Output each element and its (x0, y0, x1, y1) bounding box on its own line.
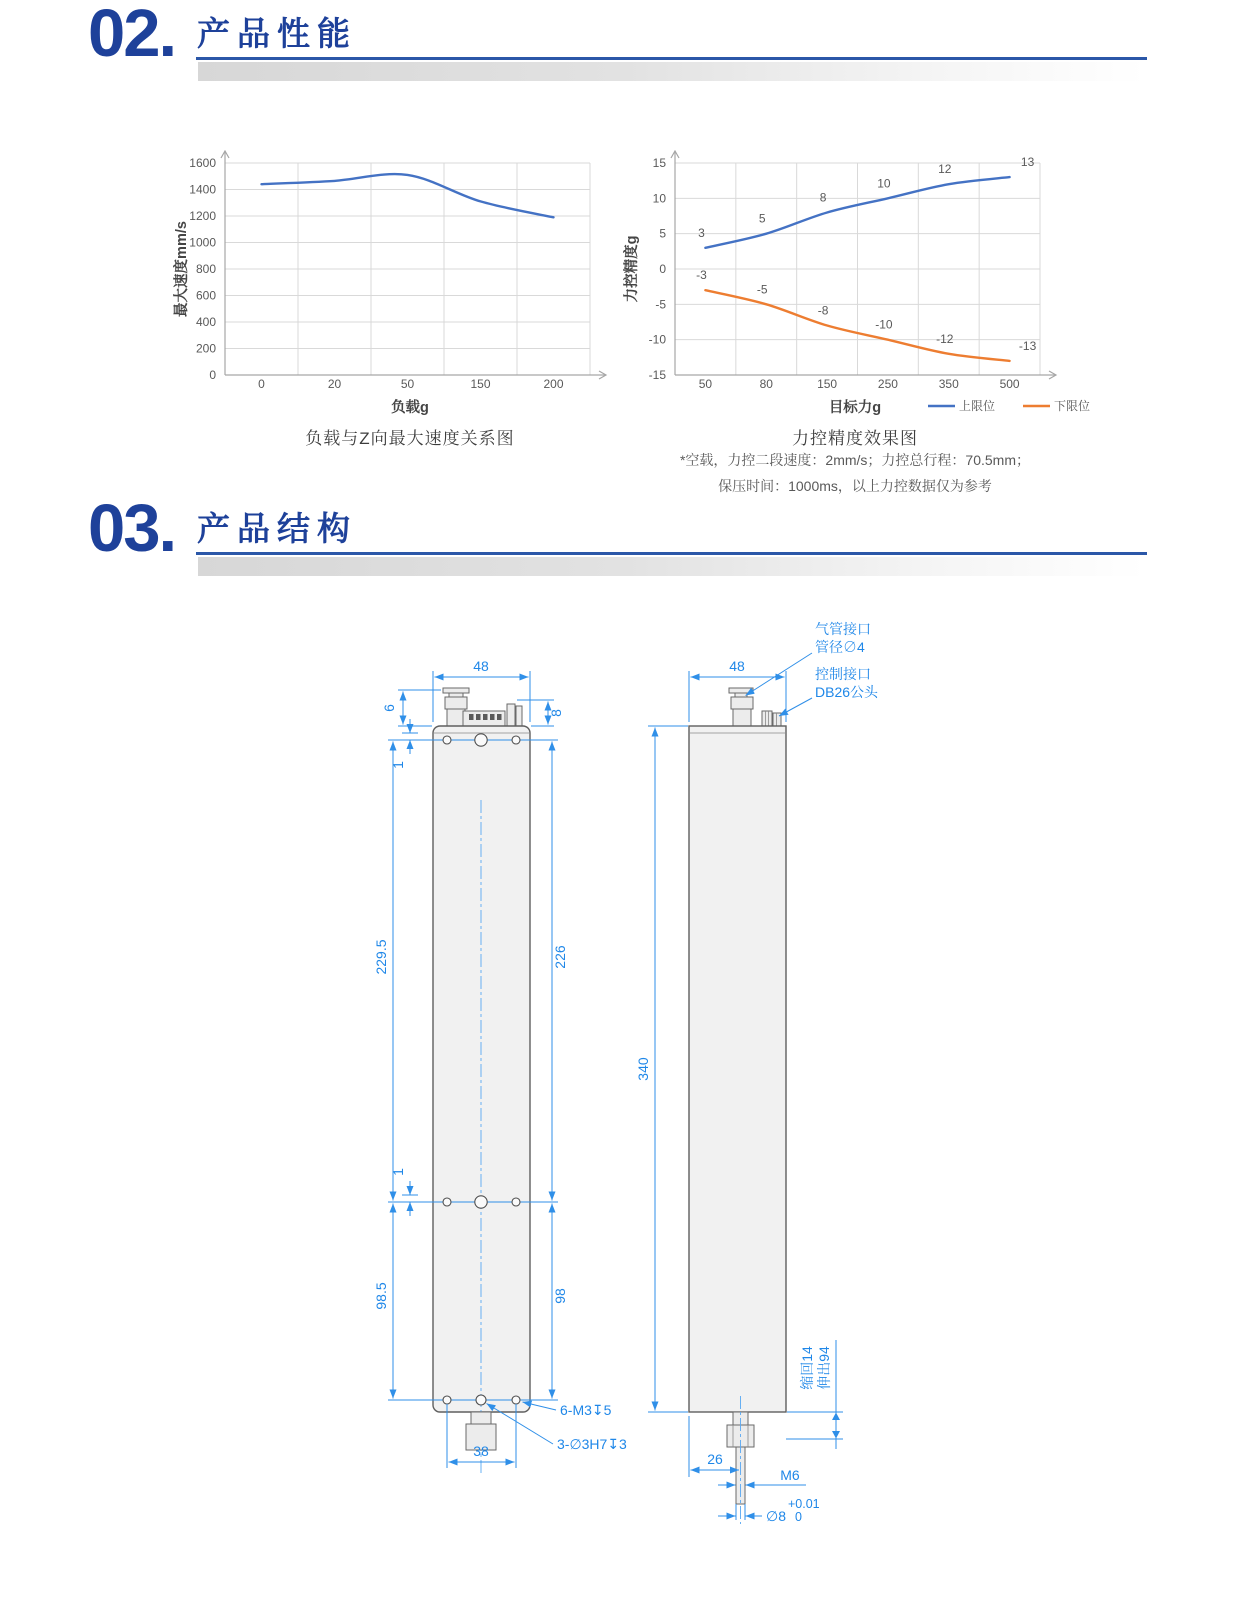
svg-text:150: 150 (817, 377, 838, 391)
thread-note: 6-M3↧5 (560, 1402, 612, 1418)
stroke-retract: 缩回14 (799, 1346, 815, 1390)
section-underline (196, 552, 1147, 555)
svg-text:5: 5 (659, 226, 666, 241)
dim-length-left: 229.5 (373, 939, 389, 975)
svg-text:上限位: 上限位 (959, 399, 996, 413)
svg-text:15: 15 (652, 156, 666, 170)
control-port-label-1: 控制接口 (815, 666, 871, 682)
svg-text:150: 150 (470, 377, 491, 391)
svg-text:500: 500 (999, 377, 1020, 391)
dim-length-right: 226 (552, 945, 568, 969)
svg-text:0: 0 (209, 368, 216, 382)
svg-text:250: 250 (877, 377, 898, 391)
body-side (689, 726, 786, 1412)
force-chart-note-2: 保压时间：1000ms，以上力控数据仅为参考 (718, 478, 992, 494)
shaft-diameter: ∅8 (766, 1508, 786, 1524)
svg-text:-5: -5 (756, 282, 768, 297)
dim-hole-offset-mid: 1 (390, 1168, 406, 1176)
tolerance-lower: 0 (795, 1510, 802, 1524)
svg-text:0: 0 (258, 377, 265, 391)
svg-text:3: 3 (698, 225, 705, 240)
section-title: 产品结构 (197, 510, 357, 547)
dim-height: 340 (635, 1057, 651, 1081)
svg-text:80: 80 (759, 377, 773, 391)
db26-connector (463, 704, 522, 726)
section-underline (196, 57, 1147, 60)
dim-width-bottom: 38 (473, 1443, 489, 1459)
pin-hole-note: 3-∅3H7↧3 (557, 1436, 627, 1452)
dim-width-top: 48 (729, 658, 745, 674)
svg-text:10: 10 (652, 191, 666, 206)
svg-text:400: 400 (195, 315, 216, 329)
air-port-label-2: 管径∅4 (815, 639, 865, 655)
svg-text:-15: -15 (648, 368, 666, 382)
svg-text:350: 350 (938, 377, 959, 391)
svg-text:600: 600 (195, 288, 216, 303)
section-number: 02. (88, 0, 176, 71)
body-front (433, 726, 530, 1412)
svg-text:目标力g: 目标力g (828, 400, 882, 416)
svg-text:1600: 1600 (189, 156, 216, 170)
speed-chart-caption: 负载与Z向最大速度关系图 (305, 429, 515, 448)
svg-text:力控精度g: 力控精度g (624, 235, 640, 303)
svg-text:0: 0 (659, 262, 666, 276)
svg-text:-8: -8 (817, 303, 829, 318)
stroke-extend: 伸出94 (816, 1346, 832, 1390)
section-number: 03. (88, 491, 176, 566)
tolerance-upper: +0.01 (788, 1497, 820, 1511)
pneumatic-fitting (729, 688, 753, 726)
force-chart-caption: 力控精度效果图 (792, 429, 918, 448)
load-speed-chart (170, 150, 618, 430)
dim-shaft-offset: 26 (707, 1451, 723, 1467)
svg-text:-3: -3 (696, 268, 707, 283)
dim-lower-right: 98 (552, 1288, 568, 1304)
force-chart-note-1: *空载，力控二段速度：2mm/s；力控总行程：70.5mm； (679, 452, 1031, 468)
svg-text:12: 12 (938, 162, 952, 177)
svg-text:-13: -13 (1018, 338, 1037, 353)
dim-width-top: 48 (473, 658, 489, 674)
section-gradient-bar (198, 62, 1146, 81)
svg-text:200: 200 (195, 341, 216, 356)
svg-text:1200: 1200 (189, 209, 216, 223)
svg-text:最大速度mm/s: 最大速度mm/s (174, 221, 190, 317)
dim-hole-offset-top: 1 (390, 761, 406, 769)
control-port-label-2: DB26公头 (815, 684, 879, 700)
svg-text:8: 8 (819, 190, 827, 205)
structure-drawing (0, 560, 1239, 1600)
force-accuracy-chart (620, 150, 1140, 430)
air-port-label-1: 气管接口 (815, 621, 871, 637)
dim-lower-left: 98.5 (373, 1282, 389, 1310)
svg-text:-12: -12 (936, 331, 954, 346)
section-title: 产品性能 (197, 15, 357, 52)
svg-text:-10: -10 (648, 332, 666, 347)
svg-text:50: 50 (698, 377, 713, 391)
svg-text:10: 10 (877, 176, 891, 191)
svg-text:200: 200 (543, 377, 564, 391)
svg-text:50: 50 (400, 377, 415, 391)
svg-text:-10: -10 (875, 317, 893, 332)
svg-text:1000: 1000 (189, 235, 216, 250)
db26-connector (762, 711, 781, 726)
svg-text:20: 20 (327, 377, 342, 391)
thread-spec: M6 (780, 1467, 800, 1483)
svg-text:13: 13 (1020, 155, 1035, 170)
dim-connector-height: 8 (548, 709, 564, 717)
svg-text:下限位: 下限位 (1054, 399, 1091, 413)
svg-text:5: 5 (758, 211, 766, 226)
svg-text:800: 800 (195, 262, 216, 276)
front-view (373, 658, 627, 1474)
side-view (635, 621, 879, 1524)
svg-text:-5: -5 (655, 297, 666, 312)
dim-fitting-height: 6 (381, 704, 397, 712)
svg-text:负载g: 负载g (391, 400, 429, 416)
svg-text:1400: 1400 (189, 182, 216, 197)
